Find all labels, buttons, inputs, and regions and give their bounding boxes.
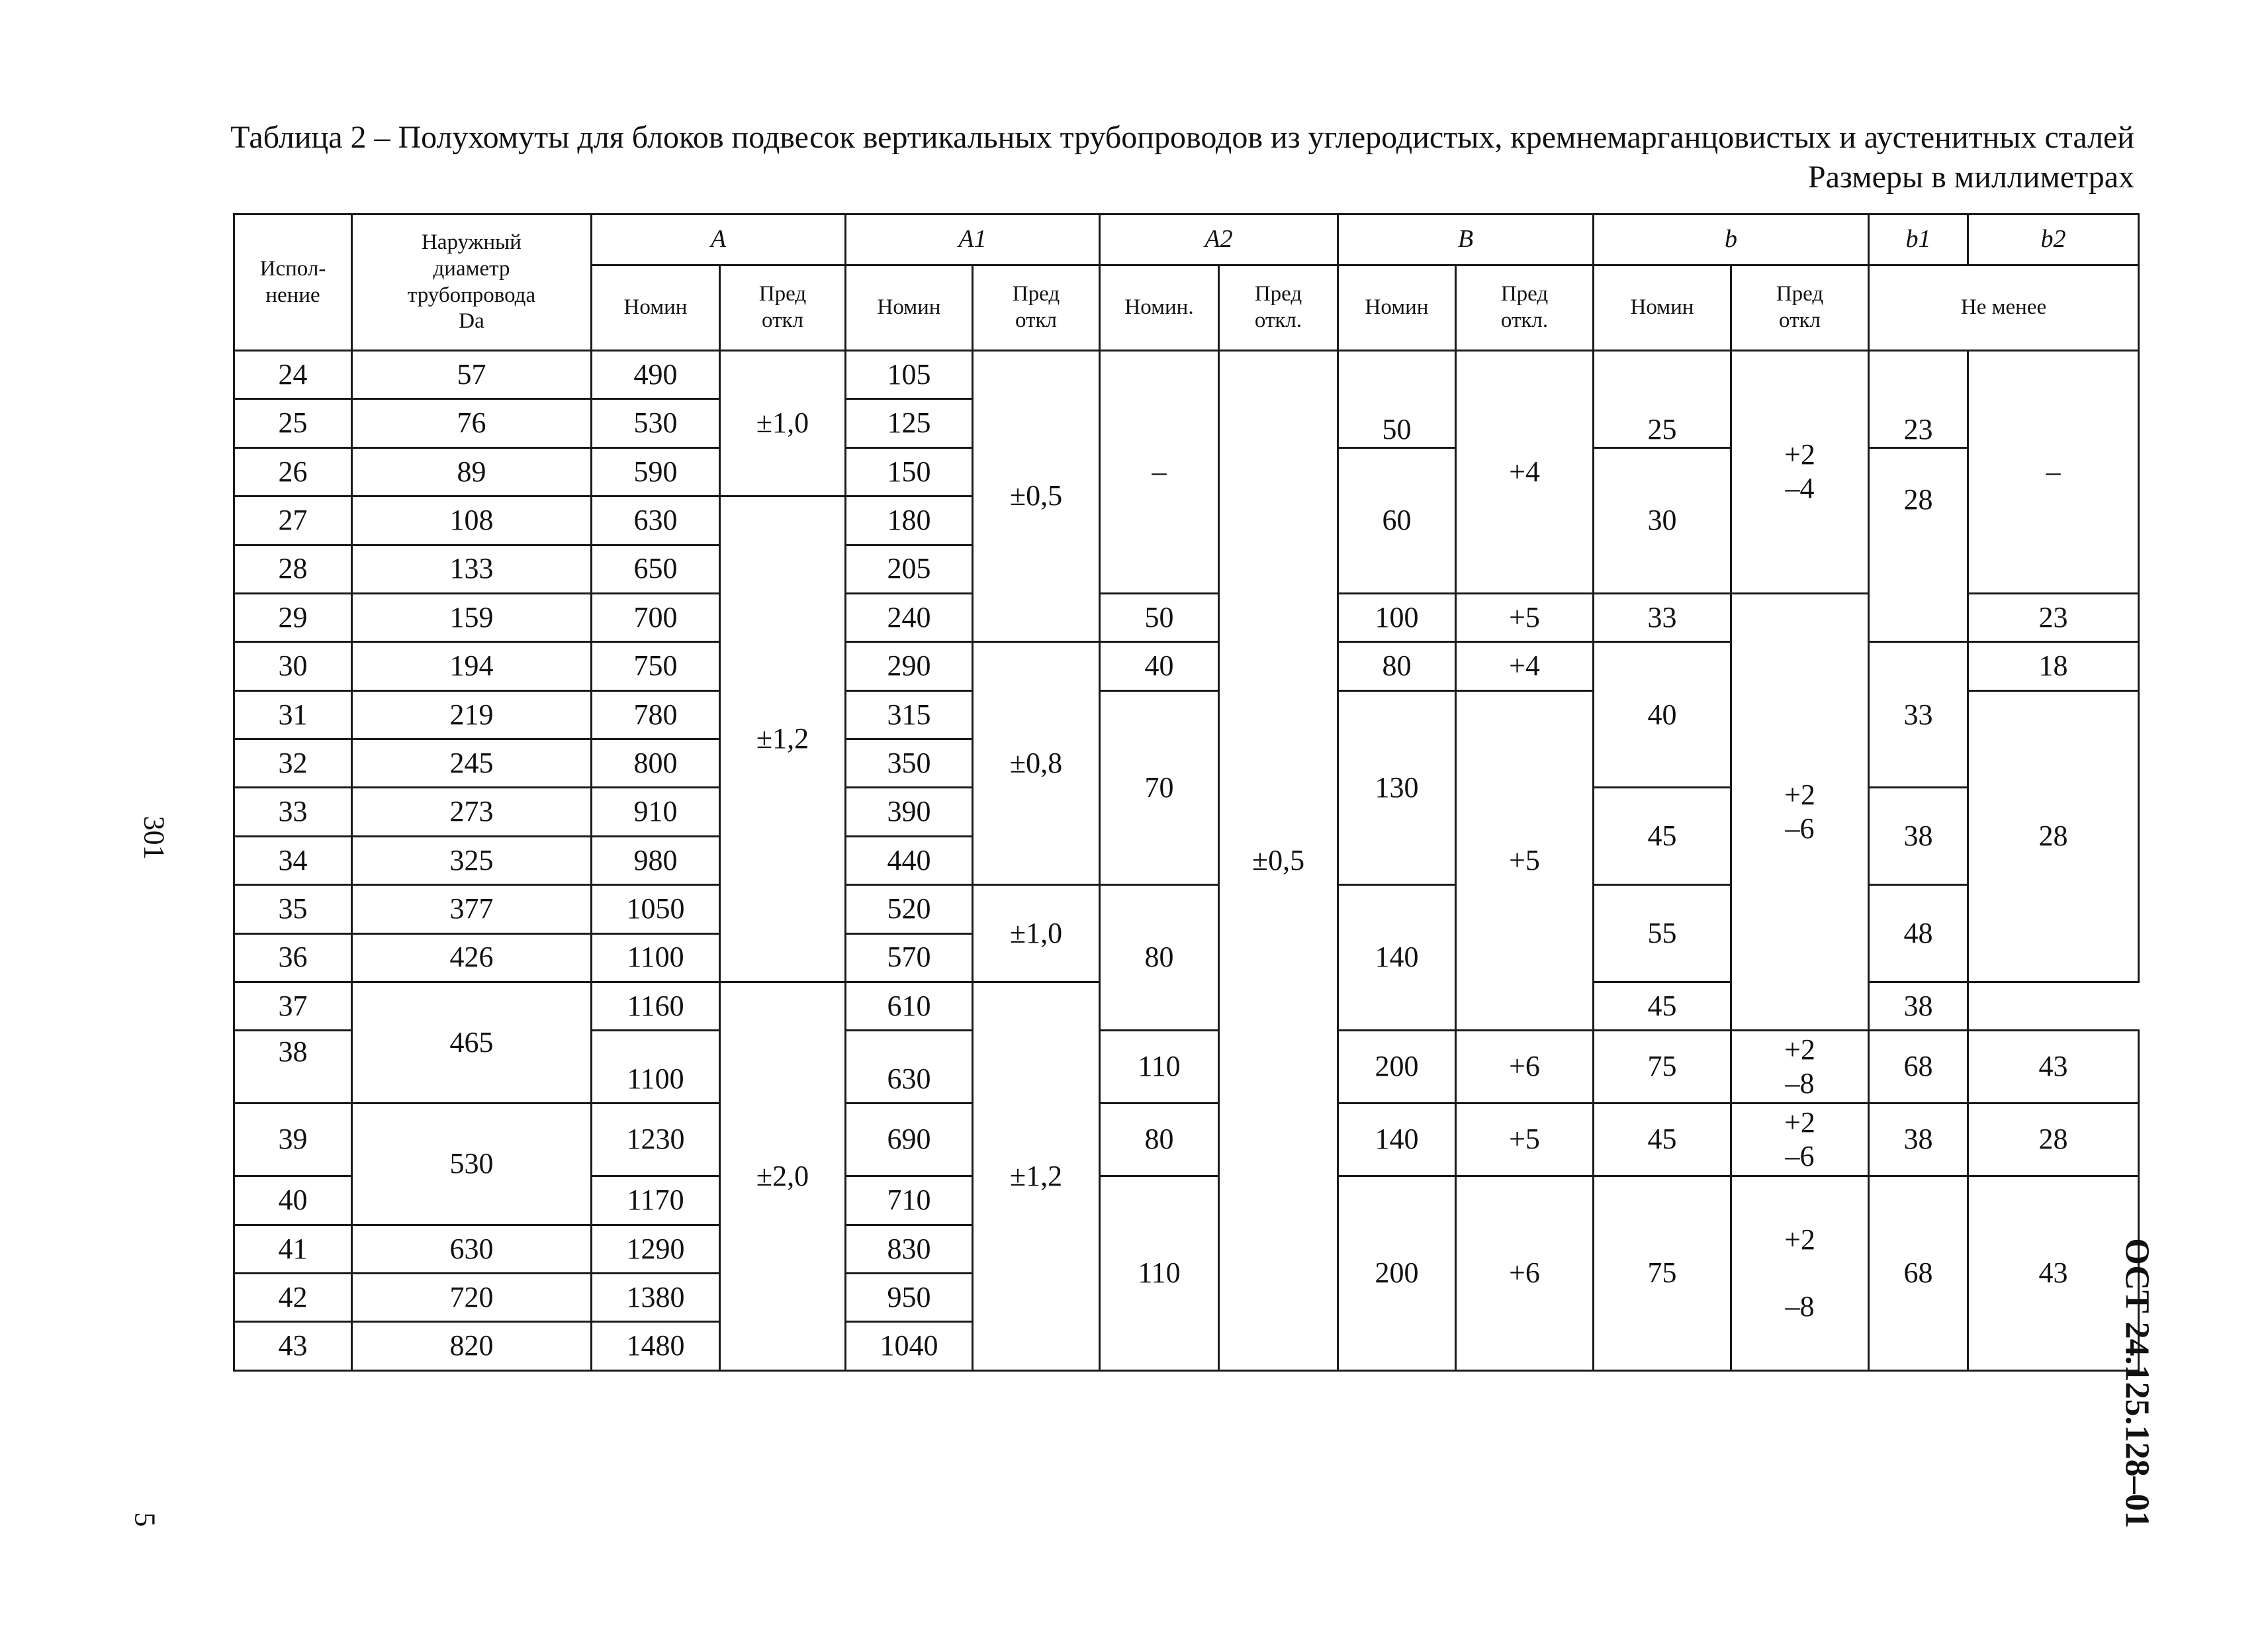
cell-diameter: 89 — [352, 447, 592, 496]
cell-A-dev: ±1,0 — [720, 351, 846, 496]
cell-B: 140 — [1338, 885, 1456, 1031]
cell-variant: 43 — [234, 1322, 352, 1371]
cell-A1: 290 — [846, 642, 973, 690]
cell-diameter: 325 — [352, 836, 592, 884]
cell-A1: 950 — [846, 1274, 973, 1322]
cell-A: 1170 — [592, 1176, 720, 1225]
cell-A: 650 — [592, 545, 720, 593]
cell-A1: 180 — [846, 496, 973, 545]
cell-b: 45 — [1594, 982, 1731, 1030]
cell-b2: 28 — [1968, 1103, 2139, 1176]
header-nom: Номин — [1338, 265, 1456, 351]
cell-b2: 43 — [1968, 1176, 2139, 1371]
cell-variant: 42 — [234, 1274, 352, 1322]
cell-A1: 315 — [846, 690, 973, 739]
cell-diameter: 630 — [352, 1225, 592, 1273]
cell-variant: 35 — [234, 885, 352, 933]
cell-variant: 24 — [234, 351, 352, 399]
cell-A: 1100 — [592, 933, 720, 982]
cell-variant: 34 — [234, 836, 352, 884]
cell-b-dev: +2 –8 — [1731, 1031, 1869, 1103]
cell-A1: 150 — [846, 447, 973, 496]
header-row-1 — [234, 214, 2139, 265]
cell-A1: 205 — [846, 545, 973, 593]
cell-B-dev: +6 — [1456, 1176, 1594, 1371]
cell-variant: 25 — [234, 399, 352, 447]
cell-A1-dev: ±0,8 — [973, 642, 1100, 885]
header-dev: Пред откл. — [1456, 265, 1594, 351]
header-b2: b2 — [1968, 214, 2139, 265]
header-dev: Пред откл — [973, 265, 1100, 351]
cell-diameter: 426 — [352, 933, 592, 982]
cell-B-dev: +5 — [1456, 690, 1594, 1031]
header-b1: b1 — [1869, 214, 1968, 265]
cell-A1: 125 — [846, 399, 973, 447]
cell-variant: 26 — [234, 447, 352, 496]
cell-A: 490 — [592, 351, 720, 399]
cell-A2: 110 — [1100, 1031, 1219, 1103]
page-number: 301 — [138, 816, 171, 860]
cell-b1: 48 — [1869, 885, 1968, 982]
header-dev: Пред откл — [720, 265, 846, 351]
cell-A1-dev: ±1,0 — [973, 885, 1100, 982]
header-nom: Номин — [592, 265, 720, 351]
cell-A1-dev: ±0,5 — [973, 351, 1100, 642]
cell-A1: 390 — [846, 788, 973, 836]
cell-A1: 105 — [846, 351, 973, 399]
cell-b2: 18 — [1968, 642, 2139, 690]
header-nom: Номин. — [1100, 265, 1219, 351]
cell-variant: 37 — [234, 982, 352, 1030]
cell-b1: 38 — [1869, 788, 1968, 885]
cell-diameter: 245 — [352, 739, 592, 788]
cell-A: 910 — [592, 788, 720, 836]
cell-A2: 110 — [1100, 1176, 1219, 1371]
cell-b: 75 — [1594, 1031, 1731, 1103]
page-number-bottom: 5 — [128, 1512, 161, 1527]
cell-b2: 28 — [1968, 690, 2139, 982]
header-A1: A1 — [846, 214, 1100, 265]
cell-A: 530 — [592, 399, 720, 447]
header-variant: Испол- нение — [234, 214, 352, 351]
cell-A1: 350 — [846, 739, 973, 788]
table-row — [234, 593, 2139, 641]
cell-A2-dev: ±0,5 — [1219, 351, 1338, 1371]
cell-A: 590 — [592, 447, 720, 496]
table-caption — [228, 118, 2134, 197]
cell-diameter: 133 — [352, 545, 592, 593]
cell-diameter: 273 — [352, 788, 592, 836]
cell-B-dev: +6 — [1456, 1031, 1594, 1103]
cell-b1: 38 — [1869, 982, 1968, 1030]
header-A2: A2 — [1100, 214, 1338, 265]
table-row — [234, 351, 2139, 399]
cell-A: 630 — [592, 496, 720, 545]
cell-B: 200 — [1338, 1031, 1456, 1103]
cell-b1: 28 — [1869, 447, 1968, 642]
cell-diameter: 219 — [352, 690, 592, 739]
cell-b1: 38 — [1869, 1103, 1968, 1176]
cell-A-dev: ±2,0 — [720, 982, 846, 1370]
cell-variant: 29 — [234, 593, 352, 641]
cell-A: 800 — [592, 739, 720, 788]
cell-b: 55 — [1594, 885, 1731, 982]
cell-A: 1050 — [592, 885, 720, 933]
cell-diameter: 108 — [352, 496, 592, 545]
cell-variant: 39 — [234, 1103, 352, 1176]
cell-variant: 33 — [234, 788, 352, 836]
cell-B-dev: +4 — [1456, 642, 1594, 690]
cell-A1: 830 — [846, 1225, 973, 1273]
cell-B-dev: +4 — [1456, 351, 1594, 594]
cell-A2: 80 — [1100, 1103, 1219, 1176]
cell-diameter: 57 — [352, 351, 592, 399]
cell-variant: 32 — [234, 739, 352, 788]
cell-A: 1160 — [592, 982, 720, 1030]
cell-A1-dev: ±1,2 — [973, 982, 1100, 1370]
cell-diameter: 76 — [352, 399, 592, 447]
cell-b2: – — [1968, 351, 2139, 594]
cell-b: 45 — [1594, 788, 1731, 885]
cell-B-dev: +5 — [1456, 1103, 1594, 1176]
cell-A: 980 — [592, 836, 720, 884]
cell-B: 100 — [1338, 593, 1456, 641]
cell-A1: 1040 — [846, 1322, 973, 1371]
cell-b2: 43 — [1968, 1031, 2139, 1103]
cell-A1: 630 — [846, 1031, 973, 1103]
cell-A1: 610 — [846, 982, 973, 1030]
cell-B: 50 — [1338, 351, 1456, 448]
header-diameter: Наружный диаметр трубопровода Da — [352, 214, 592, 351]
cell-A1: 690 — [846, 1103, 973, 1176]
cell-A1: 520 — [846, 885, 973, 933]
header-dev: Пред откл. — [1219, 265, 1338, 351]
table-title: Таблица 2 – Полухомуты для блоков подвесок вертикальных трубопроводов из углеродистых, кремнемарганцовистых и аустенитных сталей — [230, 120, 2134, 155]
document-id: ОСТ 24.125.128–01 — [2118, 1238, 2156, 1528]
cell-variant: 31 — [234, 690, 352, 739]
cell-A2: 70 — [1100, 690, 1219, 885]
cell-A1: 240 — [846, 593, 973, 641]
header-B: B — [1338, 214, 1594, 265]
cell-B: 140 — [1338, 1103, 1456, 1176]
cell-variant: 38 — [234, 1031, 352, 1103]
cell-variant: 28 — [234, 545, 352, 593]
header-dev: Пред откл — [1731, 265, 1869, 351]
table-row — [234, 1103, 2139, 1176]
cell-A2: 50 — [1100, 593, 1219, 641]
cell-B: 130 — [1338, 690, 1456, 885]
cell-B: 80 — [1338, 642, 1456, 690]
cell-diameter: 465 — [352, 982, 592, 1103]
cell-b-dev: +2 –8 — [1731, 1176, 1869, 1371]
cell-A2: 40 — [1100, 642, 1219, 690]
cell-b2: 23 — [1968, 593, 2139, 641]
cell-b: 33 — [1594, 593, 1731, 641]
cell-b-dev: +2 –6 — [1731, 593, 1869, 1030]
cell-B-dev: +5 — [1456, 593, 1594, 641]
cell-A: 780 — [592, 690, 720, 739]
cell-A2: – — [1100, 351, 1219, 594]
cell-b1: 23 — [1869, 351, 1968, 448]
cell-variant: 41 — [234, 1225, 352, 1273]
cell-A1: 440 — [846, 836, 973, 884]
cell-b1: 68 — [1869, 1031, 1968, 1103]
cell-A-dev: ±1,2 — [720, 496, 846, 982]
cell-diameter: 159 — [352, 593, 592, 641]
cell-b: 40 — [1594, 642, 1731, 788]
cell-variant: 27 — [234, 496, 352, 545]
cell-diameter: 530 — [352, 1103, 592, 1225]
header-A: A — [592, 214, 846, 265]
cell-A: 1100 — [592, 1031, 720, 1103]
cell-b: 75 — [1594, 1176, 1731, 1371]
cell-diameter: 194 — [352, 642, 592, 690]
cell-A1: 570 — [846, 933, 973, 982]
cell-b1: 33 — [1869, 642, 1968, 788]
cell-A: 700 — [592, 593, 720, 641]
cell-A: 1290 — [592, 1225, 720, 1273]
units-note: Размеры в миллиметрах — [1807, 160, 2134, 195]
cell-A1: 710 — [846, 1176, 973, 1225]
cell-A: 1480 — [592, 1322, 720, 1371]
cell-A: 1380 — [592, 1274, 720, 1322]
cell-B: 200 — [1338, 1176, 1456, 1371]
cell-A2: 80 — [1100, 885, 1219, 1031]
cell-b-dev: +2 –4 — [1731, 351, 1869, 594]
cell-b-dev: +2 –6 — [1731, 1103, 1869, 1176]
cell-A: 750 — [592, 642, 720, 690]
cell-b: 30 — [1594, 447, 1731, 593]
cell-b1: 68 — [1869, 1176, 1968, 1371]
header-b: b — [1594, 214, 1869, 265]
cell-A: 1230 — [592, 1103, 720, 1176]
cell-variant: 30 — [234, 642, 352, 690]
cell-variant: 40 — [234, 1176, 352, 1225]
cell-b: 45 — [1594, 1103, 1731, 1176]
cell-B: 60 — [1338, 447, 1456, 593]
cell-b: 25 — [1594, 351, 1731, 448]
cell-diameter: 720 — [352, 1274, 592, 1322]
dimensions-table — [233, 213, 2140, 1372]
header-not-less: Не менее — [1869, 265, 2139, 351]
cell-diameter: 377 — [352, 885, 592, 933]
header-nom: Номин — [846, 265, 973, 351]
cell-variant: 36 — [234, 933, 352, 982]
header-nom: Номин — [1594, 265, 1731, 351]
cell-diameter: 820 — [352, 1322, 592, 1371]
